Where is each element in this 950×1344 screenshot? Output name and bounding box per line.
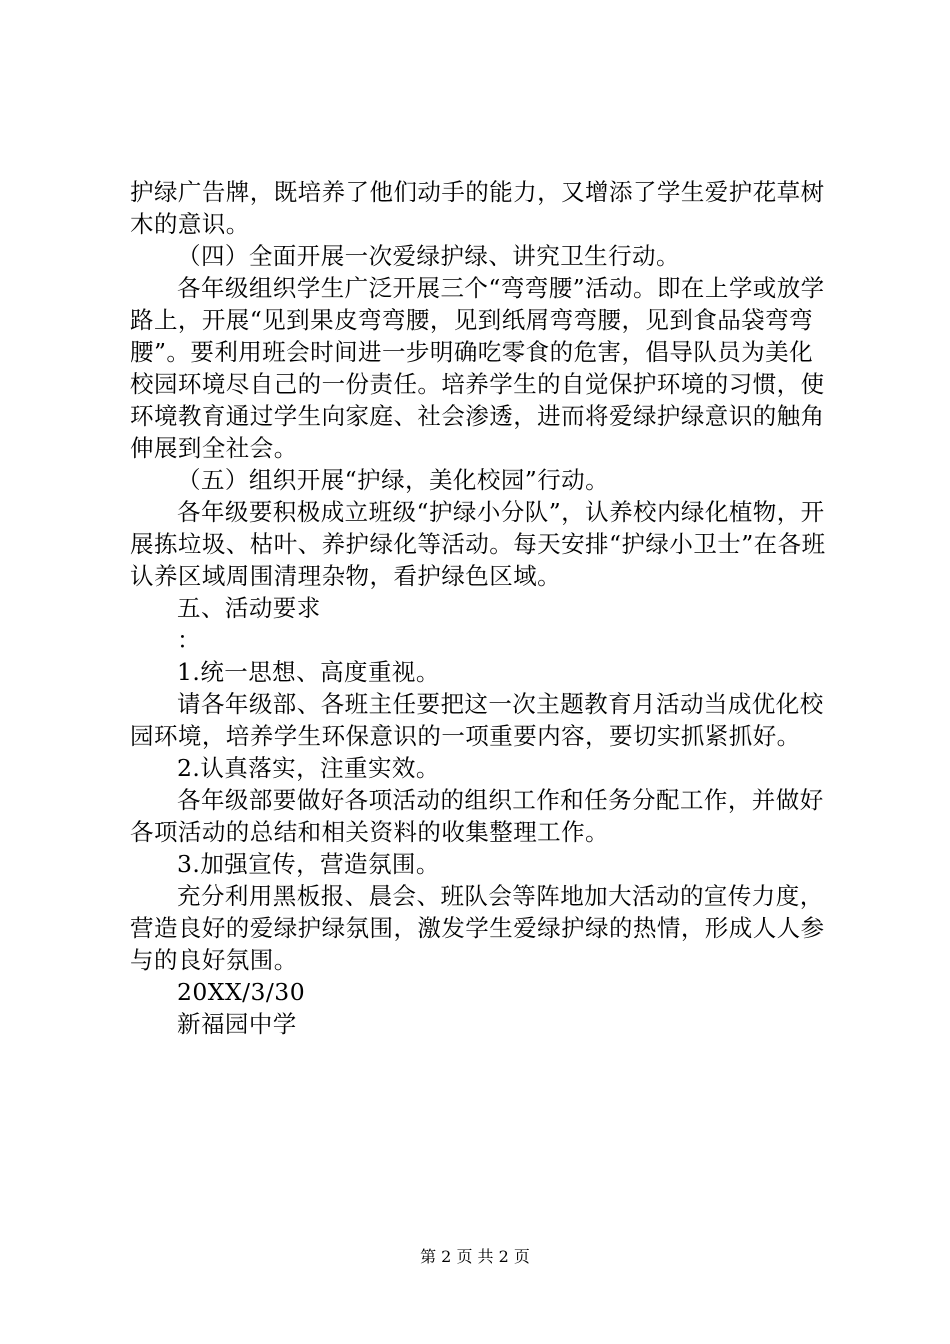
school-signature: 新福园中学 [177,1010,297,1038]
paragraph-green-team: 各年级要积极成立班级“护绿小分队”，认养校内绿化植物，开展拣垃圾、枯叶、养护绿化等活动。每天安排“护绿小卫士”在各班认养区域周围清理杂物，看护绿色区域。 [130,498,826,590]
requirement-3-title: 3.加强宣传，营造氛围。 [177,850,440,878]
document-body [130,176,830,1040]
requirement-3-body: 充分利用黑板报、晨会、班队会等阵地加大活动的宣传力度，营造良好的爱绿护绿氛围，激发学生爱绿护绿的热情，形成人人参与的良好氛围。 [130,882,825,974]
heading-section-five: （五）组织开展“护绿，美化校园”行动。 [177,466,610,494]
requirement-1-title: 1.统一思想、高度重视。 [177,658,440,686]
paragraph-continuation: 护绿广告牌，既培养了他们动手的能力，又增添了学生爱护花草树木的意识。 [130,178,825,238]
document-date: 20XX/3/30 [177,978,306,1006]
heading-section-four: （四）全面开展一次爱绿护绿、讲究卫生行动。 [177,242,680,270]
heading-requirements: 五、活动要求 [177,594,321,622]
requirement-2-title: 2.认真落实，注重实效。 [177,754,440,782]
requirement-1-body: 请各年级部、各班主任要把这一次主题教育月活动当成优化校园环境，培养学生环保意识的一项重要内容，要切实抓紧抓好。 [130,690,824,750]
page-number-label: 第 2 页 共 2 页 [420,1247,530,1266]
colon-line: ： [177,626,201,654]
requirement-2-body: 各年级部要做好各项活动的组织工作和任务分配工作，并做好各项活动的总结和相关资料的收集整理工作。 [130,786,824,846]
paragraph-bend-activity: 各年级组织学生广泛开展三个“弯弯腰”活动。即在上学或放学路上，开展“见到果皮弯弯腰，见到纸屑弯弯腰，见到食品袋弯弯腰”。要利用班会时间进一步明确吃零食的危害，倡导队员为美化校园环境尽自己的一份责任。培养学生的自觉保护环境的习惯，使环境教育通过学生向家庭、社会渗透，进而将爱绿护绿意识的触角伸展到全社会。 [130,274,825,462]
page-footer [0,1247,950,1267]
